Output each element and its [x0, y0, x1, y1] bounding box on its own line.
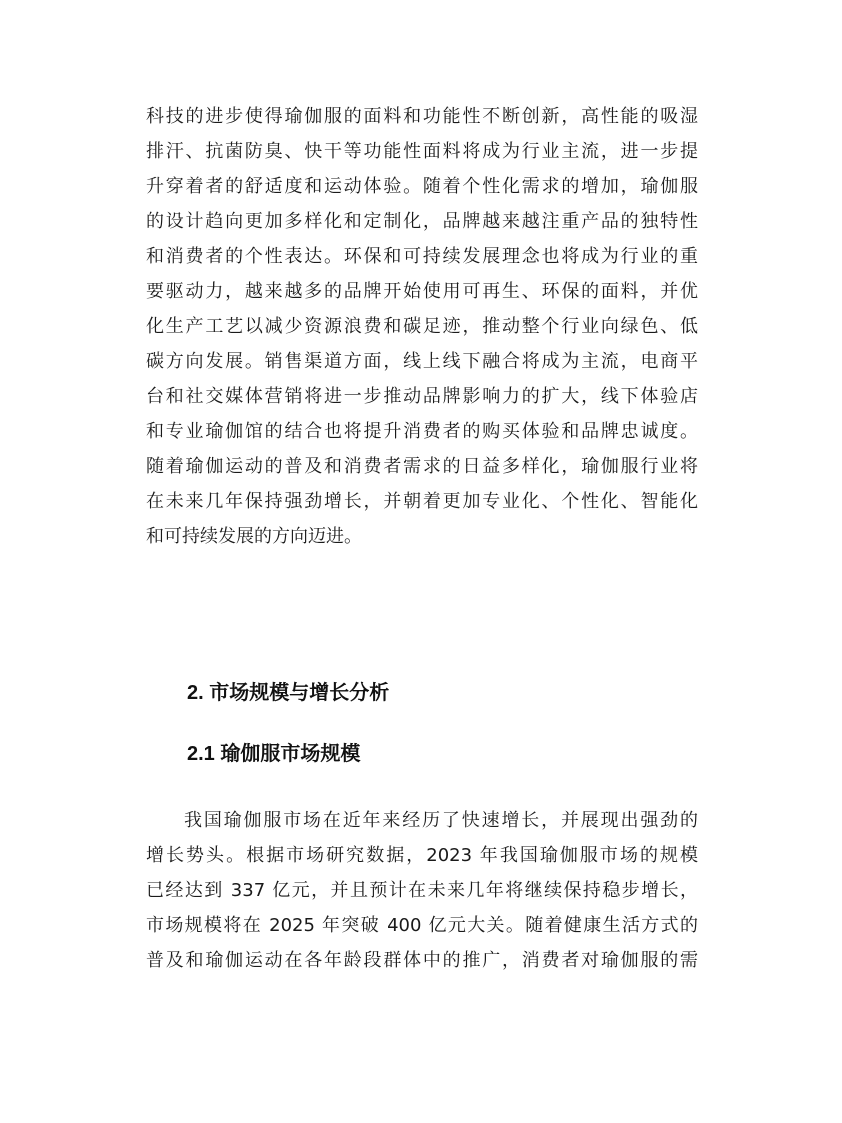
- body-paragraph-market-size: [146, 803, 698, 978]
- paragraph-line: 的设计趋向更加多样化和定制化，品牌越来越注重产品的独特性: [146, 211, 698, 232]
- paragraph-line: 化生产工艺以减少资源浪费和碳足迹，推动整个行业向绿色、低: [146, 316, 698, 337]
- subsection-heading: 2.1 瑜伽服市场规模: [187, 743, 361, 765]
- paragraph-line: 排汗、抗菌防臭、快干等功能性面料将成为行业主流，进一步提: [146, 141, 698, 162]
- paragraph-line: 市场规模将在 2025 年突破 400 亿元大关。随着健康生活方式的: [146, 915, 698, 936]
- paragraph-line: 增长势头。根据市场研究数据，2023 年我国瑜伽服市场的规模: [146, 845, 698, 866]
- paragraph-line: 升穿着者的舒适度和运动体验。随着个性化需求的增加，瑜伽服: [146, 176, 698, 197]
- paragraph-line: 已经达到 337 亿元，并且预计在未来几年将继续保持稳步增长，: [146, 880, 698, 901]
- paragraph-line: 碳方向发展。销售渠道方面，线上线下融合将成为主流，电商平: [146, 351, 698, 372]
- paragraph-line: 和专业瑜伽馆的结合也将提升消费者的购买体验和品牌忠诚度。: [146, 421, 698, 442]
- paragraph-line: 在未来几年保持强劲增长，并朝着更加专业化、个性化、智能化: [146, 491, 698, 512]
- paragraph-line: 要驱动力，越来越多的品牌开始使用可再生、环保的面料，并优: [146, 281, 698, 302]
- paragraph-line: 我国瑜伽服市场在近年来经历了快速增长，并展现出强劲的: [184, 810, 698, 831]
- paragraph-line: 科技的进步使得瑜伽服的面料和功能性不断创新，高性能的吸湿: [146, 106, 698, 127]
- section-heading: 2. 市场规模与增长分析: [187, 682, 390, 704]
- paragraph-line: 普及和瑜伽运动在各年龄段群体中的推广，消费者对瑜伽服的需: [146, 950, 698, 971]
- body-paragraph-trends: [146, 99, 698, 554]
- paragraph-line: 台和社交媒体营销将进一步推动品牌影响力的扩大，线下体验店: [146, 386, 698, 407]
- paragraph-line: 和可持续发展的方向迈进。: [146, 526, 362, 547]
- paragraph-line: 随着瑜伽运动的普及和消费者需求的日益多样化，瑜伽服行业将: [146, 456, 698, 477]
- paragraph-line: 和消费者的个性表达。环保和可持续发展理念也将成为行业的重: [146, 246, 698, 267]
